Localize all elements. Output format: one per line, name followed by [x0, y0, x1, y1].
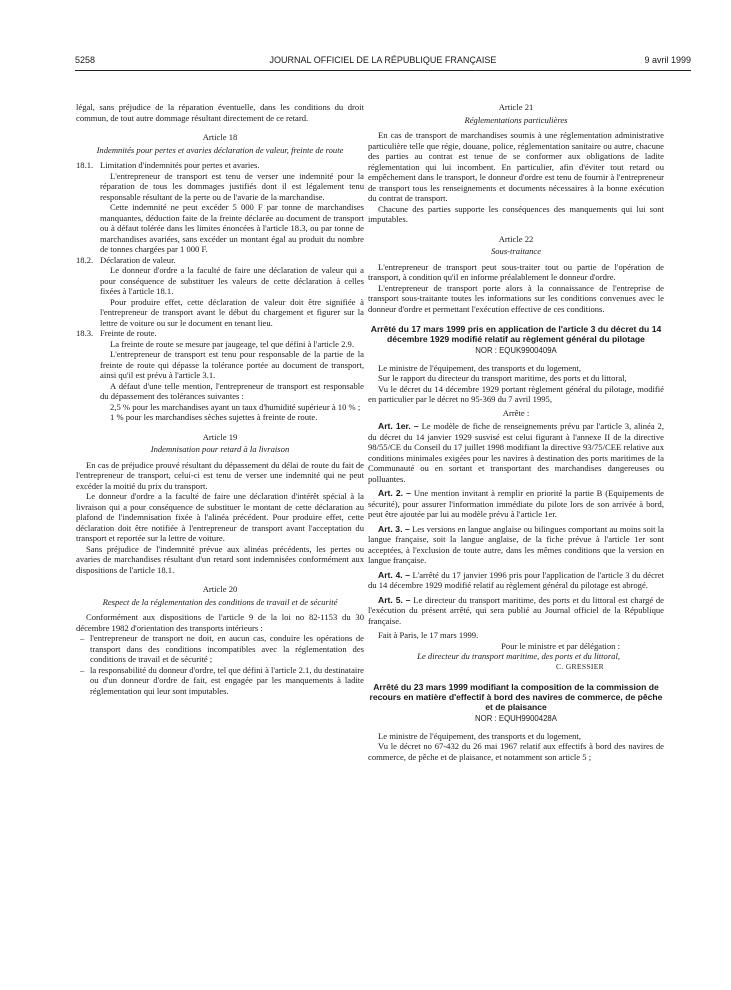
paragraph: Le donneur d'ordre a la faculté de faire une déclaration de valeur qui a pour conséquence de substituer les valeurs de cette déclaration à celles fixées à l'article 18.1. — [100, 265, 364, 296]
paragraph: Le donneur d'ordre a la faculté de faire une déclaration d'intérêt spécial à la livraison qui a pour conséquence de substituer le montant de cette déclaration au plafond de l'indemnisation fixée à l'alinéa précédent. Pour produire effet, cette déclaration doit être notifiée à l'entrepreneur de transport avant l'acceptation du transport et reportée sur la lettre de voiture. — [76, 491, 364, 543]
nor-reference: NOR : EQUK9900409A — [475, 346, 557, 355]
header-rule — [75, 70, 691, 71]
right-column — [368, 102, 664, 762]
article-text: Le directeur du transport maritime, des ports et du littoral est chargé de l'exécution du présent arrêté, qui sera publié au Journal officiel de la République française. — [368, 594, 664, 626]
article-heading: Art. 3. – — [378, 523, 410, 534]
article-heading: Art. 5. – — [378, 594, 411, 605]
arrete-17-mars-1999 — [368, 324, 664, 672]
signature-name: C. GRESSIER — [555, 661, 604, 671]
article-18 — [76, 132, 364, 423]
article-21 — [368, 102, 664, 225]
arrete-title: Arrêté du 23 mars 1999 modifiant la composition de la commission de recours en matière d'effectif à bord des navires de commerce, de pêche et de plaisance — [369, 682, 663, 712]
article-paragraph — [368, 595, 664, 627]
article-title: Article 22 — [498, 233, 534, 244]
paragraph: L'entrepreneur de transport est tenu pour responsable de la partie de la freinte de route qui dépasse la tolérance portée au document de transport, ainsi qu'il est prévu à l'article 3.1. — [100, 349, 364, 380]
paragraph: En cas de préjudice prouvé résultant du dépassement du délai de route du fait de l'entrepreneur de transport, celui-ci est tenu de verser une indemnité qui ne peut excéder la moitié du prix du transport. — [76, 459, 364, 491]
intro-paragraph: légal, sans préjudice de la réparation éventuelle, dans les conditions du droit commun, de tout autre dommage résultant directement de ce retard. — [76, 102, 364, 123]
dash-bullet: – — [80, 633, 85, 643]
arrete-23-mars-1999 — [368, 682, 664, 762]
section-heading: Limitation d'indemnités pour pertes et avaries. — [100, 160, 260, 170]
left-column — [76, 102, 364, 696]
article-title: Article 21 — [498, 102, 534, 112]
article-19 — [76, 432, 364, 576]
issue-date: 9 avril 1999 — [644, 55, 691, 65]
article-subtitle: Sous-traitance — [490, 246, 542, 256]
article-text: Une mention invitant à remplir en priorité la partie B (Equipements de sécurité), pour assurer l'information immédiate du pilote lors de son arrivée à bord, peut être ajoutée par lui au modèle prévu à l'article 1er. — [368, 488, 664, 519]
journal-title: JOURNAL OFFICIEL DE LA RÉPUBLIQUE FRANÇAISE — [269, 55, 497, 65]
paragraph: A défaut d'une telle mention, l'entrepreneur de transport est responsable du dépassement des tolérances suivantes : — [100, 380, 364, 401]
section-18-2 — [76, 255, 364, 266]
section-heading: Freinte de route. — [100, 328, 157, 338]
article-paragraph — [368, 570, 664, 591]
paragraph: Sur le rapport du directeur du transport maritime, des ports et du littoral, — [378, 373, 627, 383]
list-item-text: la responsabilité du donneur d'ordre, tel que défini à l'article 2.1, du destinataire ou d'un donneur d'ordre de fait, est engagée par les manquements à ladite réglementation qui leur sont imputables. — [90, 664, 364, 696]
nor-reference: NOR : EQUH9900428A — [475, 714, 557, 723]
paragraph: Sans préjudice de l'indemnité prévue aux alinéas précédents, les pertes ou avaries de marchandises résultant d'un retard sont indemnisées conformément aux dispositions de l'article 18.1. — [76, 543, 364, 575]
article-text: Les versions en langue anglaise ou bilingues comportant au moins soit la langue française, soit la langue anglaise, de la fiche prévue à l'article 1er sont acceptées, à l'exclusion de toute autre, dans les mêmes conditions que la version en langue française. — [368, 523, 664, 565]
article-paragraph — [368, 488, 664, 520]
section-18-3 — [76, 328, 364, 339]
arrete-title: Arrêté du 17 mars 1999 pris en application de l'article 3 du décret du 14 décembre 1929 modifié relatif au règlement général du pilotage — [370, 324, 662, 344]
paragraph: Vu le décret du 14 décembre 1929 portant règlement général du pilotage, modifié en particulier par le décret no 95-369 du 7 avril 1995, — [368, 383, 664, 404]
paragraph: La freinte de route se mesure par jaugeage, tel que défini à l'article 2.9. — [110, 338, 354, 349]
paragraph: Pour produire effet, cette déclaration de valeur doit être signifiée à l'entrepreneur de transport avant le début du chargement et figurer sur la lettre de voiture ou sur le document en tenant lieu. — [100, 296, 364, 328]
article-text: Le modèle de fiche de renseignements prévu par l'article 3, alinéa 2, du décret du 14 janvier 1929 susvisé est celui figurant à l'annexe II de la directive 98/55/CE du Conseil du 17 juillet 1998 modifiant la directive 93/75/CEE relative aux conditions minimales exigées pour les navires à destination des ports maritimes de la Communauté ou en sortant et transportant des marchandises dangereuses ou polluantes. — [368, 421, 664, 484]
paragraph: En cas de transport de marchandises soumis à une réglementation administrative particulière telle que régie, douane, police, réglementation sanitaire ou autre, chacune des parties au contrat est tenue de se conformer aux obligations de ladite réglementation qui lui incombent. En particulier, afin d'éviter tout retard ou empêchement dans le transport, le donneur d'ordre est tenu de fournir à l'entrepreneur de transport tous les renseignements et documents nécessaires à la bonne exécution du contrat de transport. — [368, 130, 664, 203]
article-text: L'arrêté du 17 janvier 1996 pris pour l'application de l'article 3 du décret du 14 décembre 1929 modifié relatif au règlement général du pilotage est abrogé. — [368, 569, 664, 590]
page-number: 5258 — [75, 55, 96, 65]
list-item — [76, 633, 364, 665]
paragraph: 1 % pour les marchandises sèches sujettes à freinte de route. — [110, 412, 318, 422]
paragraph: L'entrepreneur de transport porte alors à la connaissance de l'entreprise de transport sous-traitante toutes les informations sur les conditions convenues avec le donneur d'ordre et permettant l'exécution effective de ces conditions. — [368, 282, 664, 314]
article-paragraph — [368, 421, 664, 484]
article-subtitle: Réglementations particulières — [464, 114, 568, 125]
article-subtitle: Indemnisation pour retard à la livraison — [150, 444, 290, 454]
article-title: Article 20 — [202, 584, 238, 594]
paragraph: Vu le décret no 67-432 du 26 mai 1967 relatif aux effectifs à bord des navires de commerce, de pêche et de plaisance, et notamment son article 5 ; — [368, 741, 664, 762]
paragraph: L'entrepreneur de transport est tenu de verser une indemnité pour la réparation de tous les dommages justifiés dont il est légalement tenu responsable résultant de la perte ou de l'avarie de la marchandise. — [100, 170, 364, 202]
section-18-1 — [76, 160, 364, 171]
paragraph: Conformément aux dispositions de l'article 9 de la loi no 82-1153 du 30 décembre 1982 d'orientation des transports intérieurs : — [76, 612, 364, 633]
section-heading: Déclaration de valeur. — [100, 254, 176, 265]
paragraph: L'entrepreneur de transport peut sous-traiter tout ou partie de l'opération de transport, à condition qu'il en informe préalablement le donneur d'ordre. — [368, 261, 664, 282]
section-number: 18.1. — [76, 160, 94, 170]
paragraph: 2,5 % pour les marchandises ayant un taux d'humidité supérieur à 10 % ; — [110, 401, 361, 412]
article-subtitle: Respect de la réglementation des conditions de travail et de sécurité — [102, 596, 338, 607]
section-number: 18.3. — [76, 328, 94, 338]
list-item-text: l'entrepreneur de transport ne doit, en aucun cas, conduire les opérations de transport dans des conditions incompatibles avec la réglementation des conditions de travail et de sécurité ; — [90, 633, 364, 664]
page-header — [75, 55, 691, 71]
paragraph: Cette indemnité ne peut excéder 5 000 F par tonne de marchandises manquantes, déduction faite de la freinte déclarée au document de transport ou à défaut tolérée dans les limites énoncées à l'article 18.3, ou par tonne de marchandises avariées, sans excéder un montant égal au produit du nombre de tonnes chargées par 1 000 F. — [100, 202, 364, 254]
article-paragraph — [368, 524, 664, 566]
article-title: Article 19 — [202, 431, 238, 442]
article-title: Article 18 — [202, 132, 238, 142]
signature-title: Le directeur du transport maritime, des ports et du littoral, — [417, 651, 620, 661]
article-22 — [368, 234, 664, 315]
article-subtitle: Indemnités pour pertes et avaries déclaration de valeur, freinte de route — [96, 144, 344, 155]
dash-bullet: – — [80, 664, 85, 675]
article-heading: Art. 1er. – — [378, 421, 419, 431]
signature-delegation: Pour le ministre et par délégation : — [501, 640, 620, 651]
section-number: 18.2. — [76, 254, 94, 265]
list-item — [76, 665, 364, 697]
article-heading: Art. 2. – — [378, 488, 411, 498]
arrete-label: Arrête : — [502, 407, 530, 418]
signature-place-date: Fait à Paris, le 17 mars 1999. — [378, 630, 479, 640]
article-20 — [76, 584, 364, 696]
article-heading: Art. 4. – — [378, 569, 411, 580]
paragraph: Chacune des parties supporte les conséquences des manquements qui lui sont imputables. — [368, 203, 664, 224]
paragraph: Le ministre de l'équipement, des transports et du logement, — [378, 730, 581, 741]
paragraph: Le ministre de l'équipement, des transports et du logement, — [378, 362, 581, 373]
